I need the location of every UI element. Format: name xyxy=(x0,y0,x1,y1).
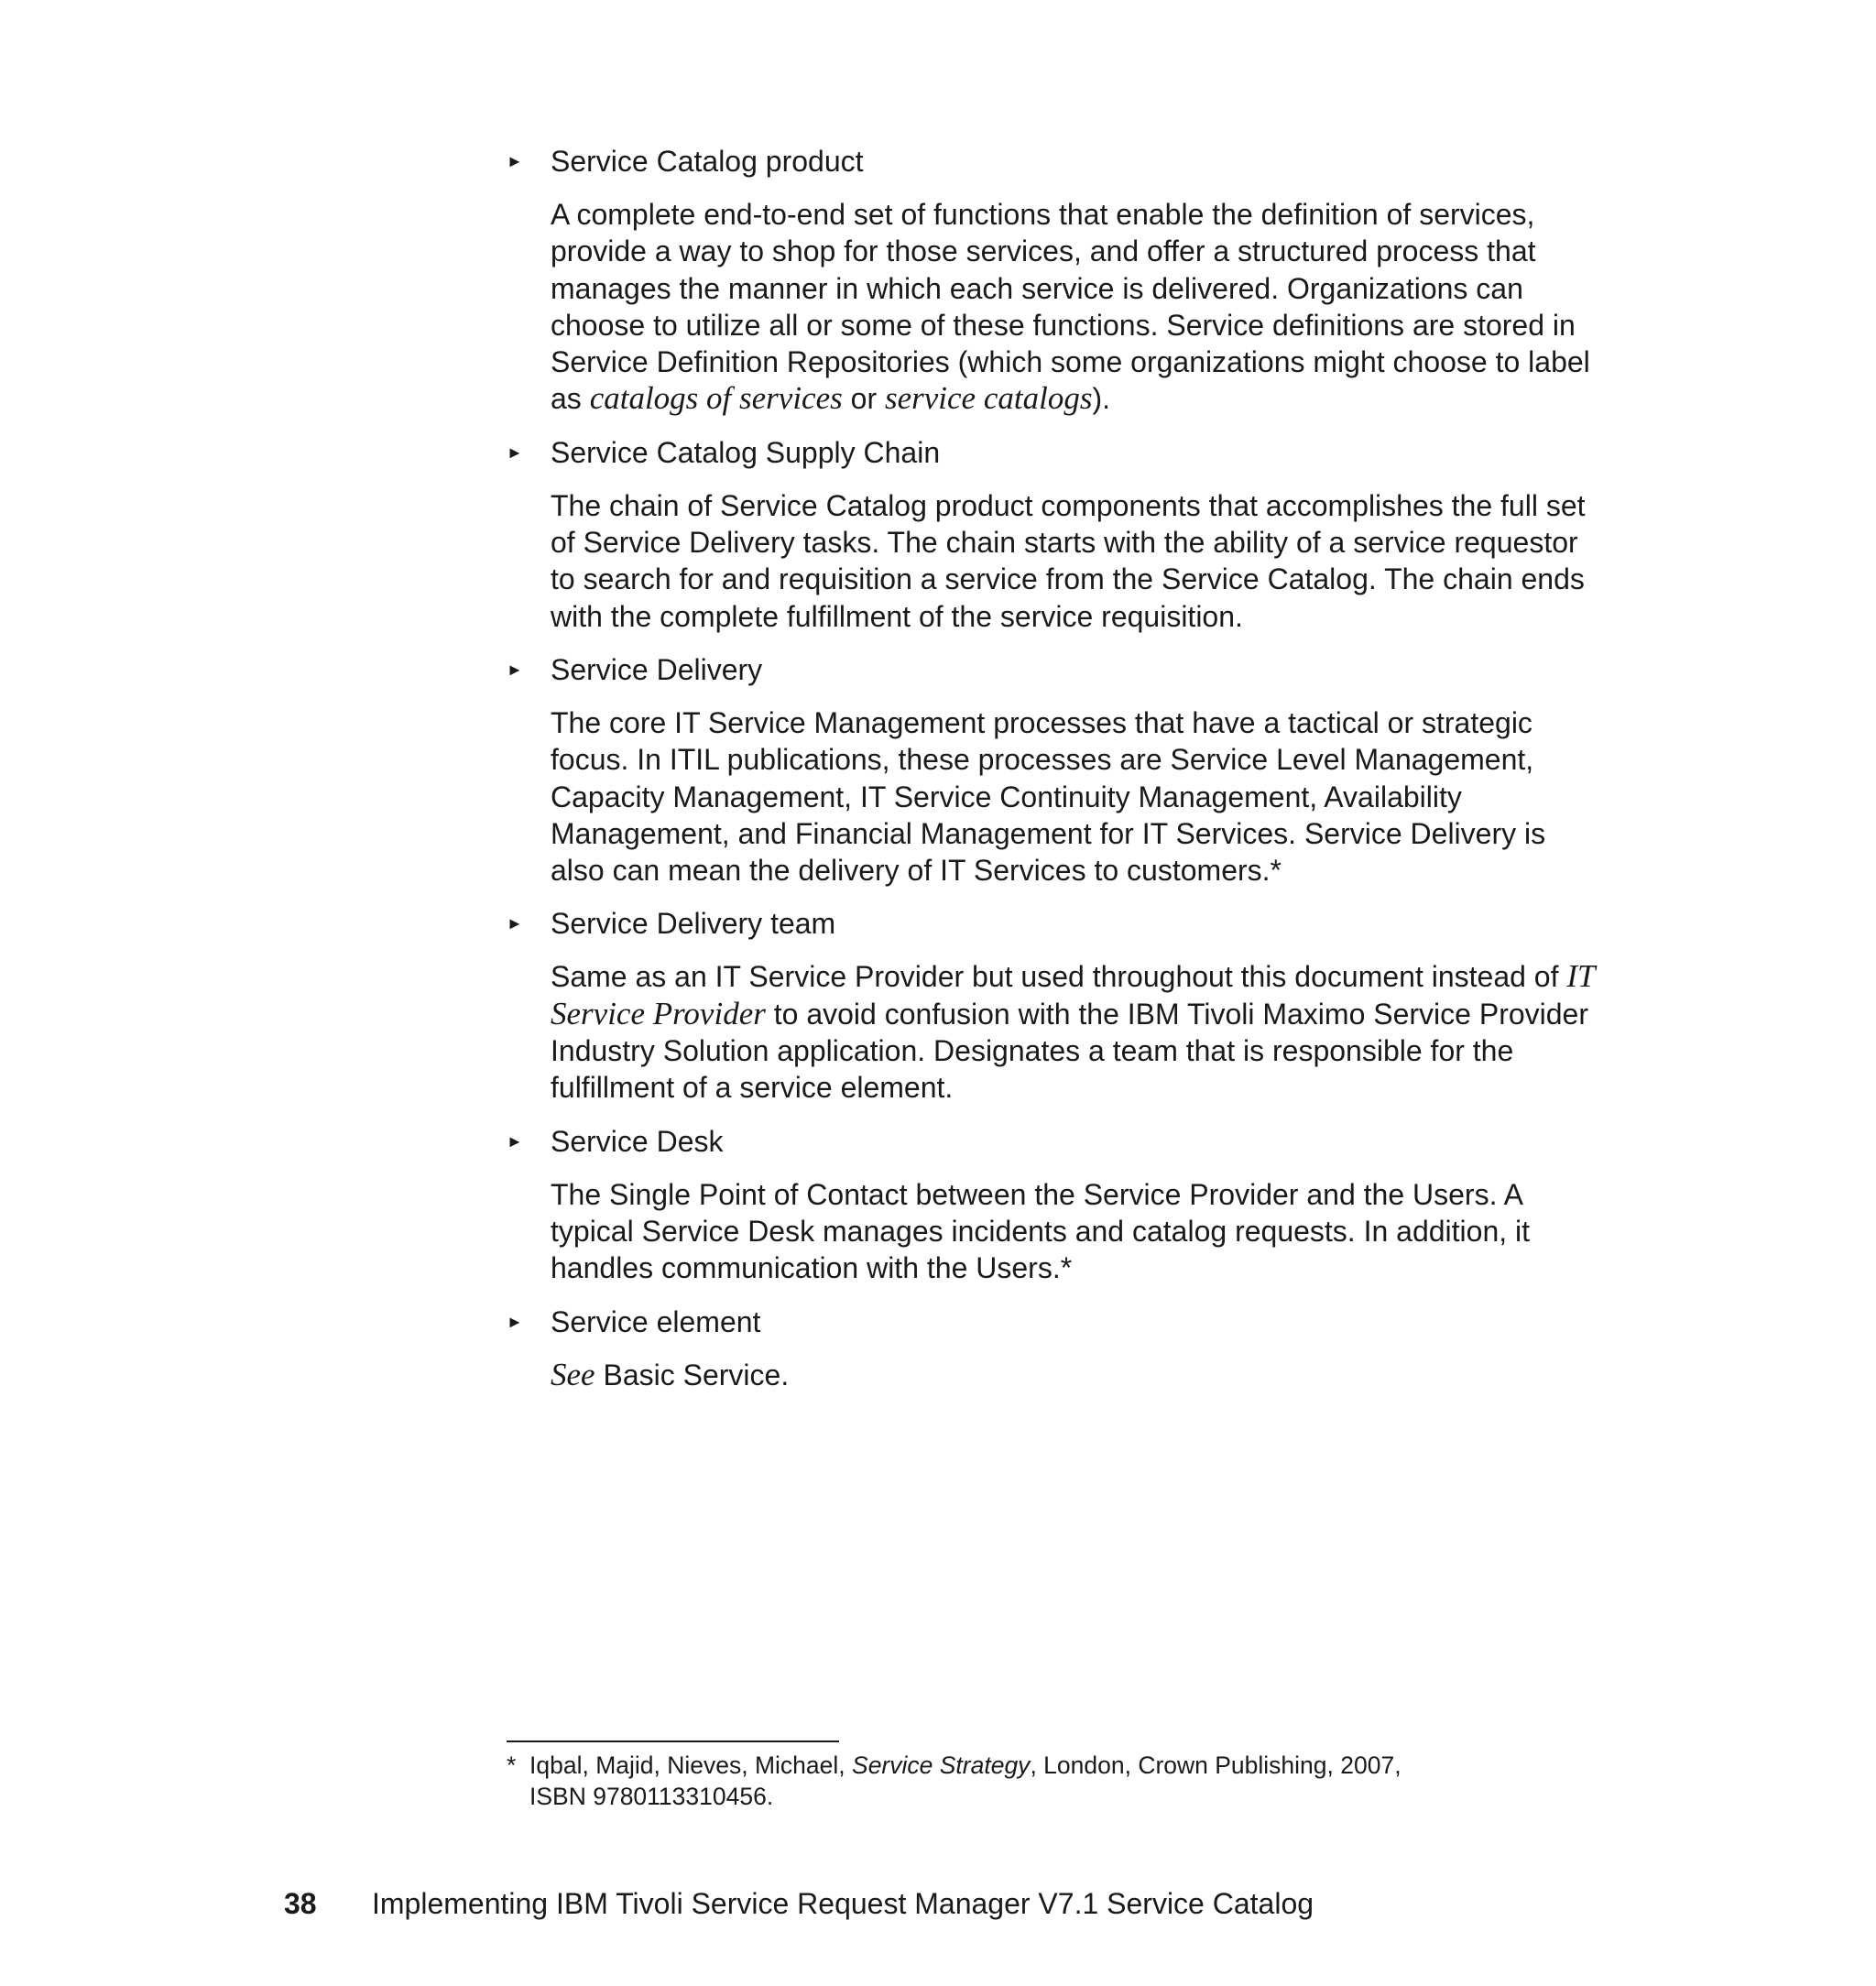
glossary-list xyxy=(507,143,1606,1410)
footnote-citation: Iqbal, Majid, Nieves, Michael, xyxy=(529,1751,853,1779)
definition-text: Same as an IT Service Provider but used throughout this document instead of xyxy=(551,960,1567,994)
glossary-definition xyxy=(551,1357,1606,1393)
definition-text: Basic Service. xyxy=(594,1358,790,1391)
triangle-bullet-icon: ► xyxy=(507,152,523,170)
glossary-entry-service-delivery xyxy=(507,651,1606,889)
footnote-book-title: Service Strategy xyxy=(852,1751,1031,1779)
glossary-entry-service-catalog-product xyxy=(507,143,1606,418)
glossary-term: Service element xyxy=(551,1304,761,1338)
running-title: Implementing IBM Tivoli Service Request Manager V7.1 Service Catalog xyxy=(372,1887,1314,1920)
footnote-divider xyxy=(507,1740,839,1742)
glossary-entry-service-delivery-team xyxy=(507,905,1606,1106)
triangle-bullet-icon: ► xyxy=(507,1131,523,1151)
definition-emphasis: See xyxy=(551,1356,595,1392)
triangle-bullet-icon: ► xyxy=(507,1312,523,1331)
glossary-definition xyxy=(551,196,1606,418)
page-footer xyxy=(284,1885,1314,1922)
glossary-term: Service Catalog product xyxy=(551,145,864,178)
glossary-term-row xyxy=(507,434,1606,471)
glossary-term-row xyxy=(507,651,1606,688)
definition-text: A complete end-to-end set of functions that enable the definition of services, provide a way to shop for those services, and offer a structured process that manages the manner in which each service is delivered. Organizations can choose to utilize all or some of these functions. Service definitions are stored in Service Definition Repositories (which some organizations might choose to label as xyxy=(551,198,1590,416)
footnote-citation: , London, Crown Publishing, 2007, xyxy=(1030,1751,1402,1779)
glossary-term: Service Desk xyxy=(551,1124,724,1158)
footnote-isbn: ISBN 9780113310456. xyxy=(529,1783,774,1810)
definition-emphasis: catalogs of services xyxy=(589,380,843,417)
triangle-bullet-icon: ► xyxy=(507,914,523,933)
glossary-definition: The chain of Service Catalog product components that accomplishes the full set of Service Delivery tasks. The chain starts with the ability of a service requestor to search for and requisition a service from the Service Catalog. The chain ends with the complete fulfillment of the service requisition. xyxy=(551,488,1586,633)
glossary-definition: The core IT Service Management processes that have a tactical or strategic focus. In ITIL publications, these processes are Service Level Management, Capacity Management, IT Service Continuity Management, Availability Management, and Financial Management for IT Services. Service Delivery is also can mean the delivery of IT Services to customers.* xyxy=(551,705,1546,888)
glossary-entry-service-desk xyxy=(507,1123,1606,1287)
triangle-bullet-icon: ► xyxy=(507,442,523,462)
glossary-term-row xyxy=(507,905,1606,942)
glossary-term-row xyxy=(507,143,1606,180)
definition-text: ). xyxy=(1092,382,1110,416)
glossary-definition xyxy=(551,958,1606,1106)
triangle-bullet-icon: ► xyxy=(507,660,523,679)
glossary-entry-service-element xyxy=(507,1304,1606,1393)
glossary-entry-service-catalog-supply-chain xyxy=(507,434,1606,635)
glossary-term: Service Delivery team xyxy=(551,907,836,941)
page-number: 38 xyxy=(284,1887,317,1920)
glossary-definition: The Single Point of Contact between the Service Provider and the Users. A typical Service Desk manages incidents and catalog requests. In addition, it handles communication with the Users.* xyxy=(551,1177,1531,1285)
footnote-mark: * xyxy=(507,1751,517,1779)
footnote xyxy=(507,1750,1514,1812)
definition-emphasis: IT Service Provider xyxy=(551,958,1595,1031)
glossary-term-row xyxy=(507,1304,1606,1340)
glossary-term-row xyxy=(507,1123,1606,1160)
glossary-term: Service Delivery xyxy=(551,652,763,686)
glossary-term: Service Catalog Supply Chain xyxy=(551,435,941,469)
definition-text: to avoid confusion with the IBM Tivoli Maximo Service Provider Industry Solution application. Designates a team that is responsible for the fulfillment of a service element. xyxy=(551,997,1588,1105)
definition-text: or xyxy=(842,382,885,416)
footnote-text xyxy=(529,1750,1514,1812)
definition-emphasis: service catalogs xyxy=(884,380,1093,417)
